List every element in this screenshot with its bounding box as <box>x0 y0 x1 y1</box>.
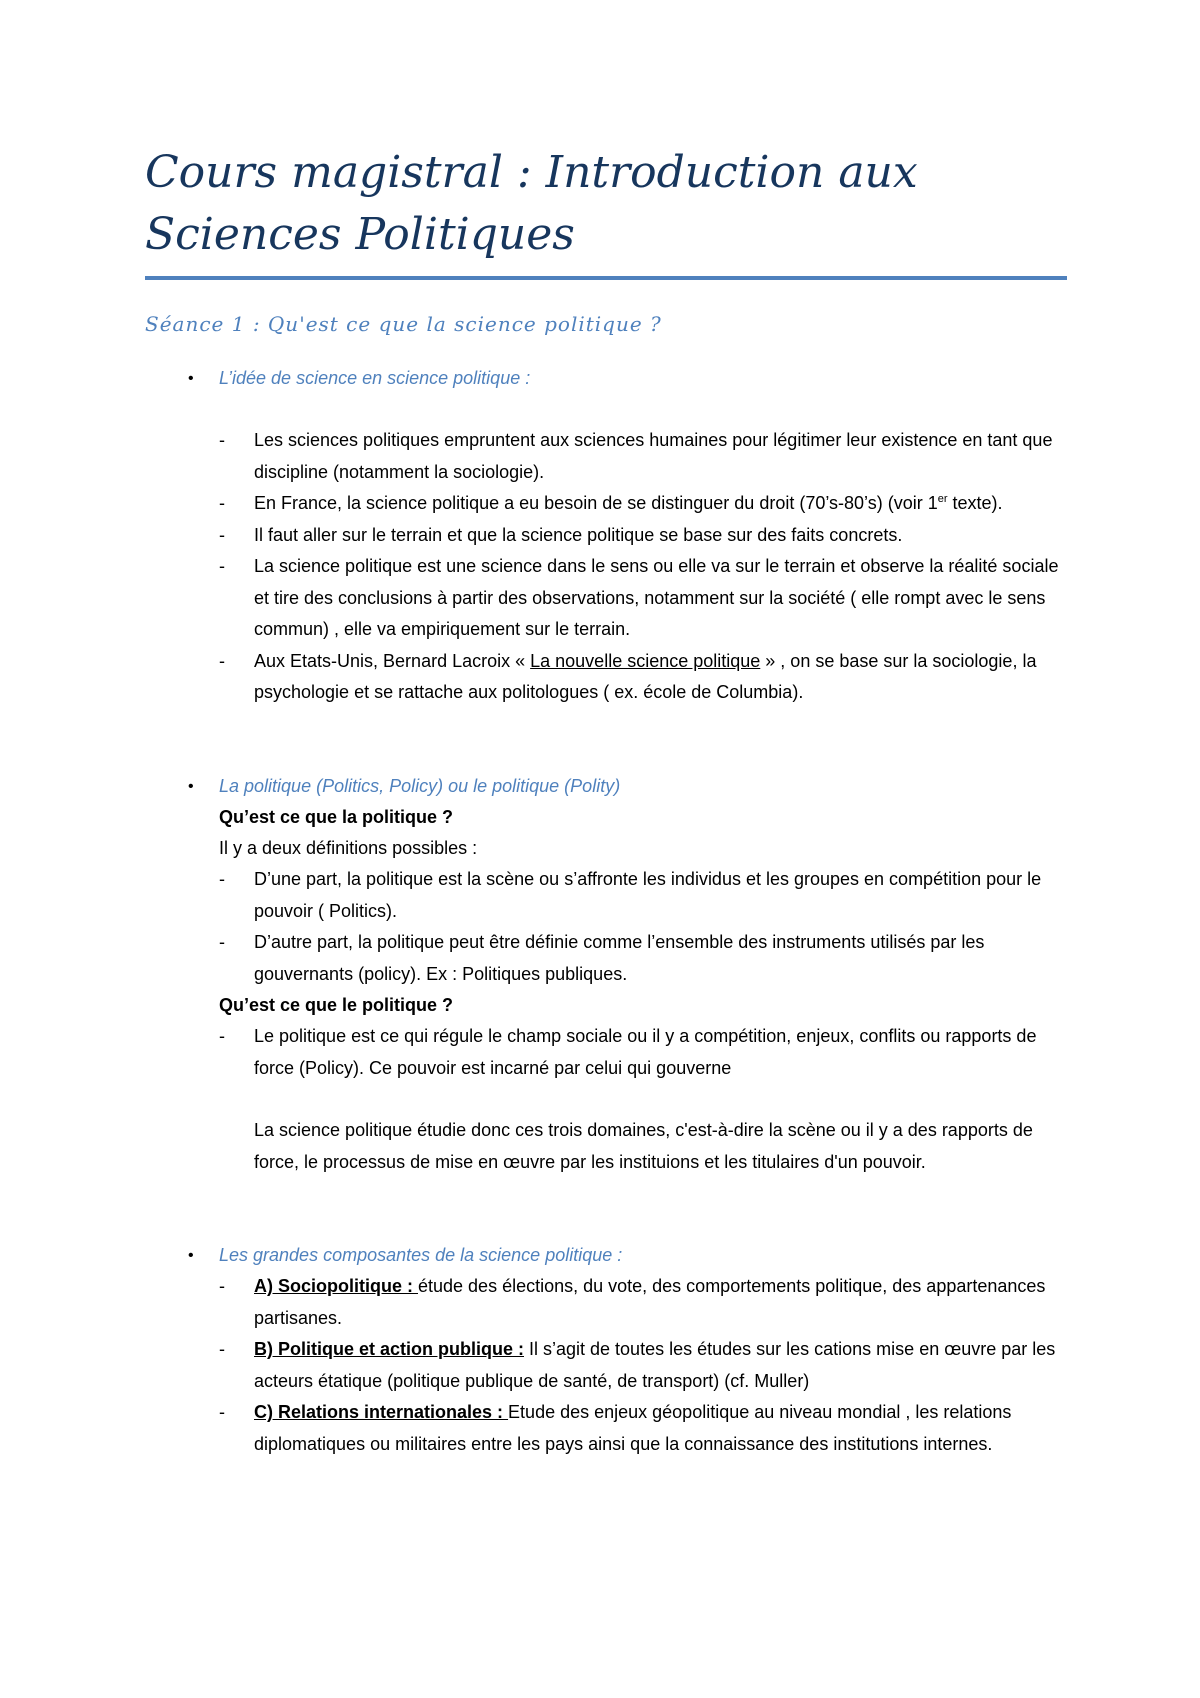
section-heading-idee-science: L’idée de science en science politique : <box>219 368 531 388</box>
title-underline-rule <box>145 276 1067 280</box>
title-line-2: Sciences Politiques <box>145 209 575 260</box>
list-item: - En France, la science politique a eu besoin de se distinguer du droit (70’s-80’s) (voir 1er texte). <box>219 493 1003 513</box>
list-item: - Aux Etats-Unis, Bernard Lacroix « La nouvelle science politique » , on se base sur la sociologie, la psychologie et se rattache aux politologues ( ex. école de Columbia). <box>219 650 1037 702</box>
list-item: - C) Relations internationales : Etude des enjeux géopolitique au niveau mondial , les relations diplomatiques ou militaires entre les pays ainsi que la connaissance des institutions internes. <box>219 1402 1012 1454</box>
list-item: - La science politique est une science dans le sens ou elle va sur le terrain et observe la réalité sociale et tire des conclusions à partir des observations, notamment sur la société ( elle rompt avec le sens commun) , elle va empiriquement sur le terrain. <box>219 556 1059 639</box>
superscript: er <box>937 493 948 505</box>
summary-paragraph: La science politique étudie donc ces trois domaines, c'est-à-dire la scène ou il y a des rapports de force, le processus de mise en œuvre par les instituions et les titulaires d'un pouvoir. <box>254 1120 1033 1172</box>
section-heading-composantes: Les grandes composantes de la science politique : <box>219 1245 623 1265</box>
bullet-icon: • <box>188 1247 194 1264</box>
list-item: - Les sciences politiques empruntent aux sciences humaines pour légitimer leur existence en tant que discipline (notamment la sociologie). <box>219 430 1053 482</box>
title-line-1: Cours magistral : Introduction aux <box>145 147 918 198</box>
list-item: - B) Politique et action publique : Il s’agit de toutes les études sur les cations mise en œuvre par les acteurs étatique (politique publique de santé, de transport) (cf. Muller) <box>219 1339 1056 1391</box>
list-item: - Le politique est ce qui régule le champ sociale ou il y a compétition, enjeux, conflits ou rapports de force (Policy). Ce pouvoir est incarné par celui qui gouverne <box>219 1026 1037 1078</box>
list-item: - D’une part, la politique est la scène ou s’affronte les individus et les groupes en compétition pour le pouvoir ( Politics). <box>219 869 1042 921</box>
section3-list <box>219 1271 1069 1460</box>
list-item: - D’autre part, la politique peut être définie comme l’ensemble des instruments utilisés par les gouvernants (policy). Ex : Politiques publiques. <box>219 932 985 984</box>
section1-list <box>219 425 1069 709</box>
definitions-intro: Il y a deux définitions possibles : <box>219 838 478 858</box>
bullet-icon: • <box>188 370 194 387</box>
list-item: - Il faut aller sur le terrain et que la science politique se base sur des faits concrets. <box>219 524 903 545</box>
session-heading: Séance 1 : Qu'est ce que la science politique ? <box>145 312 662 336</box>
book-title-link: La nouvelle science politique <box>530 650 761 671</box>
section2-list-2 <box>219 1021 1069 1084</box>
section-heading-politique: La politique (Politics, Policy) ou le politique (Polity) <box>219 776 621 796</box>
question-le-politique: Qu’est ce que le politique ? <box>219 995 454 1015</box>
document-title <box>145 142 1075 266</box>
question-la-politique: Qu’est ce que la politique ? <box>219 807 454 827</box>
bullet-icon: • <box>188 778 194 795</box>
section2-list <box>219 864 1069 990</box>
list-item: - A) Sociopolitique : étude des élections, du vote, des comportements politique, des appartenances partisanes. <box>219 1276 1046 1328</box>
